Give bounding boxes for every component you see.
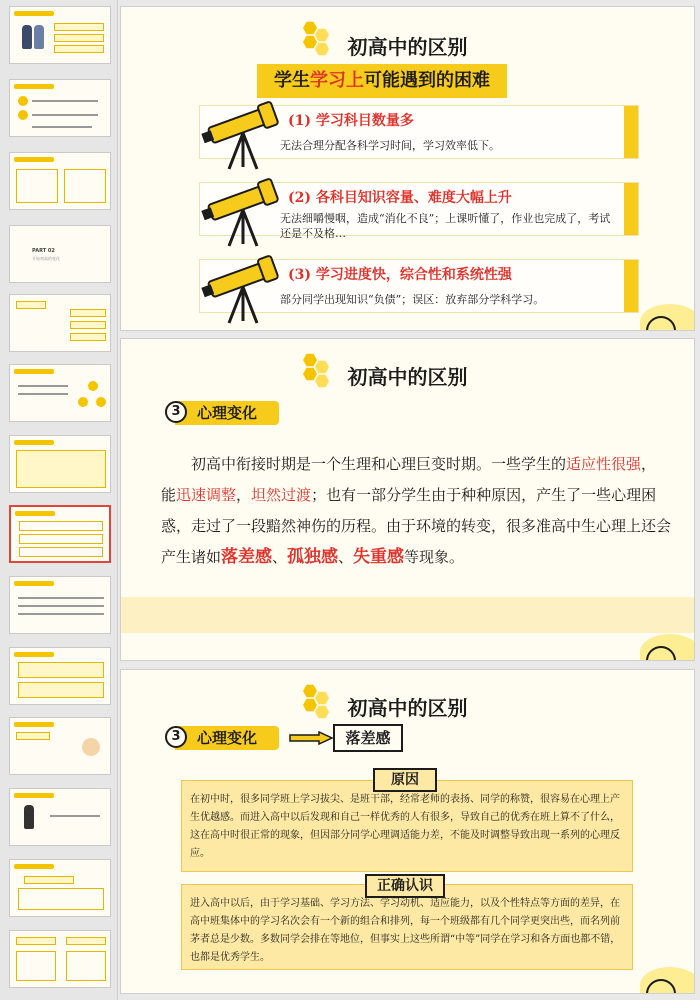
slide-thumbnail-8-selected[interactable] — [9, 505, 111, 563]
thumb-title-bar — [14, 440, 54, 445]
slide-title: 初高中的区别 — [347, 365, 468, 389]
thumb-title-bar — [14, 157, 54, 162]
slide-thumbnail-1[interactable] — [9, 6, 111, 64]
thumb-title-bar — [14, 369, 54, 374]
thumb-box — [70, 321, 106, 329]
difficulty-title: (3) 学习进度快，综合性和系统性强 — [288, 267, 512, 283]
thumb-box — [16, 937, 56, 945]
slide-psychological-change[interactable] — [120, 338, 695, 661]
thumb-icon — [96, 397, 106, 407]
learning-difficulty-banner — [257, 64, 507, 98]
psychology-paragraph: 初高中衔接时期是一个生理和心理巨变时期。一些学生的适应性很强，能迅速调整，坦然过渡；也有一部分学生由于种种原因，产生了一些心理困惑，走过了一段黯然神伤的历程。由于环境的转变，很多准高中生心理上还会产生诸如落差感、孤独感、失重感等现象。 — [161, 455, 672, 567]
thumb-table — [16, 450, 106, 488]
reason-panel — [181, 780, 633, 872]
slide-thumbnail-14[interactable] — [9, 930, 111, 988]
slide-thumbnail-3[interactable] — [9, 152, 111, 210]
correct-understanding-label: 正确认识 — [365, 874, 445, 898]
thumb-text — [18, 597, 104, 599]
accent-bar — [624, 106, 638, 158]
thumb-title-bar — [14, 864, 54, 869]
thumb-item — [19, 547, 103, 557]
thumb-face — [82, 738, 100, 756]
result-box: 落差感 — [333, 724, 403, 752]
difficulty-title: (2) 各科目知识容量、难度大幅上升 — [288, 190, 512, 206]
telescope-icon — [201, 172, 291, 248]
thumb-text — [18, 385, 68, 387]
thumb-title-bar — [14, 793, 54, 798]
background-band — [121, 597, 694, 633]
highlight-weightlessness: 失重感 — [353, 547, 405, 567]
highlight-quick-adjust: 迅速调整 — [176, 486, 237, 504]
slide-thumbnail-6[interactable] — [9, 364, 111, 422]
thumb-part-label: PART 02 — [32, 248, 55, 254]
slide-thumbnail-2[interactable] — [9, 79, 111, 137]
thumb-box — [16, 301, 46, 309]
telescope-icon — [201, 95, 291, 171]
thumb-box — [70, 309, 106, 317]
thumb-panel — [18, 662, 104, 678]
section-tag: 心理变化 — [175, 401, 279, 425]
thumb-title-bar — [15, 511, 55, 516]
person-figure — [24, 805, 34, 829]
reason-text: 在初中时，很多同学班上学习拔尖、是班干部，经常老师的表扬、同学的称赞，很容易在心理上产生优越感。而进入高中以后发现和自己一样优秀的人有很多，导致自己的优秀在班上算不了什么，这在高中时很正常的现象，但因部分同学心理调适能力差，不能及时调整导致出现一系列的心理反应。 — [190, 794, 620, 859]
right-arrow-icon — [289, 731, 333, 745]
thumb-box — [64, 169, 106, 203]
thumb-title-bar — [14, 652, 54, 657]
thumb-box — [66, 937, 106, 945]
thumb-icon — [78, 397, 88, 407]
slide-learning-difficulties[interactable] — [120, 6, 695, 331]
thumb-panel — [18, 888, 104, 910]
difficulty-description: 部分同学出现知识“负债”；误区：放弃部分学科学习。 — [280, 293, 545, 306]
thumb-text — [32, 100, 98, 102]
banner-suffix: 可能遇到的困难 — [364, 70, 490, 91]
thumb-panel — [66, 951, 106, 981]
thumb-item — [19, 521, 103, 531]
thumb-box — [54, 23, 104, 31]
thumb-icon — [88, 381, 98, 391]
slide-thumbnail-12[interactable] — [9, 788, 111, 846]
thumb-box — [24, 876, 74, 884]
slide-title: 初高中的区别 — [347, 35, 468, 59]
telescope-icon — [201, 249, 291, 325]
highlight-calm-transition: 坦然过渡 — [251, 486, 312, 504]
banner-highlight: 学习上 — [310, 70, 364, 91]
accent-bar — [624, 183, 638, 235]
thumb-item — [19, 534, 103, 544]
slide-thumbnail-5[interactable] — [9, 294, 111, 352]
thumb-text — [32, 114, 98, 116]
thumb-panel — [18, 682, 104, 698]
thumb-text — [32, 126, 92, 128]
thumb-panel — [16, 951, 56, 981]
thumb-box — [54, 45, 104, 53]
highlight-adaptable: 适应性很强 — [566, 455, 642, 473]
difficulty-title: (1) 学习科目数量多 — [288, 113, 414, 129]
slide-thumbnail-11[interactable] — [9, 717, 111, 775]
slide-thumbnail-7[interactable] — [9, 435, 111, 493]
slide-thumbnail-4[interactable] — [9, 225, 111, 283]
student-figure — [22, 25, 32, 49]
thumb-title-bar — [14, 84, 54, 89]
thumb-title-bar — [14, 722, 54, 727]
reason-label: 原因 — [373, 768, 437, 792]
difficulty-description: 无法合理分配各科学习时间，学习效率低下。 — [280, 139, 500, 152]
thumb-text — [18, 613, 104, 615]
thumb-title-bar — [14, 581, 54, 586]
thumb-text — [18, 393, 68, 395]
thumb-text — [18, 605, 104, 607]
thumb-part-subtitle: 开始初高的变化 — [32, 256, 60, 261]
section-number-badge: 3 — [165, 726, 187, 748]
difficulty-description: 无法细嚼慢咽，造成“消化不良”；上课听懂了，作业也完成了，考试还是不及格… — [280, 212, 611, 240]
student-figure — [34, 25, 44, 49]
thumb-box — [16, 732, 50, 740]
highlight-sense-of-gap: 落差感 — [221, 547, 273, 567]
slide-thumbnail-13[interactable] — [9, 859, 111, 917]
slide-title: 初高中的区别 — [347, 696, 468, 720]
section-number-badge: 3 — [165, 401, 187, 423]
thumb-box — [16, 169, 58, 203]
correct-understanding-text: 进入高中以后，由于学习基础、学习方法、学习动机、适应能力，以及个性特点等方面的差异，在高中班集体中的学习名次会有一个新的组合和排列，每一个班级都有几个同学更突出些，而名列前茅者总是少数。多数同学会排在等地位，但事实上这些所谓“中等”同学在学习和各方面也都不错，也都是优秀学生。 — [190, 898, 621, 963]
thumb-icon — [18, 110, 28, 120]
highlight-loneliness: 孤独感 — [287, 547, 339, 567]
thumb-text — [50, 815, 100, 817]
thumb-title-bar — [14, 11, 54, 16]
banner-prefix: 学生 — [274, 70, 310, 91]
slide-sense-of-gap[interactable] — [120, 669, 695, 994]
section-tag: 心理变化 — [175, 726, 279, 750]
slide-thumbnail-10[interactable] — [9, 647, 111, 705]
thumb-icon — [18, 96, 28, 106]
slide-thumbnail-panel — [0, 0, 118, 1000]
thumb-box — [70, 333, 106, 341]
slide-thumbnail-9[interactable] — [9, 576, 111, 634]
thumb-box — [54, 34, 104, 42]
accent-bar — [624, 260, 638, 312]
